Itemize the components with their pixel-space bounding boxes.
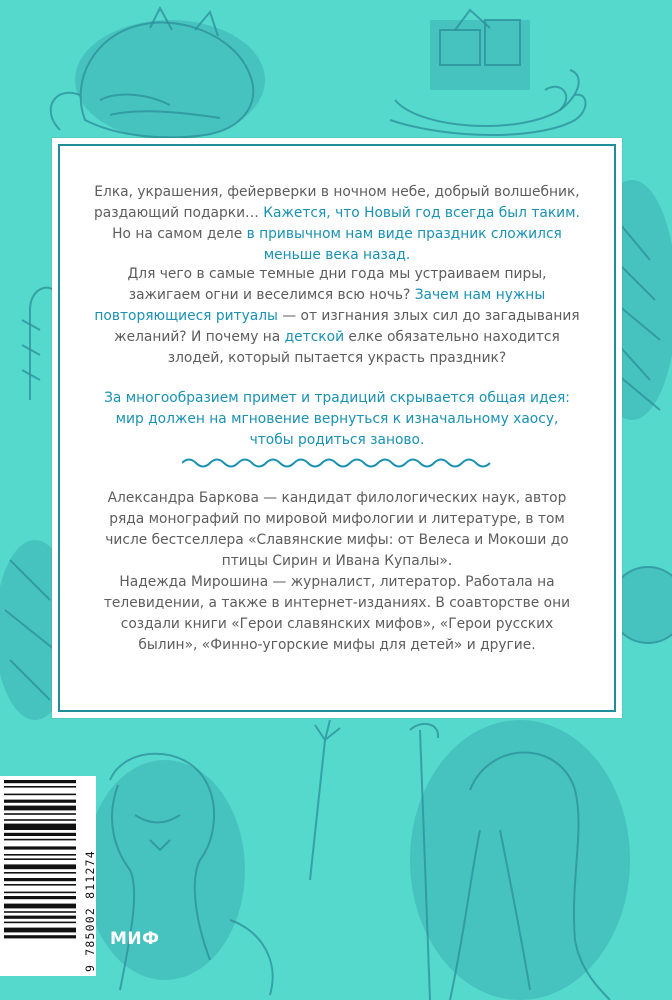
blurb-paragraph-3: За многообразием примет и традиций скрывается общая идея: мир должен на мгновение вернуться к изначальному хаосу, чтобы родиться заново. — [104, 390, 570, 448]
blurb-highlight: Зачем нам нужны повторяющиеся ритуалы — [94, 287, 546, 324]
author-bio-miroshina: Надежда Мирошина — журналист, литератор. Работала на телевидении, а также в интернет-изданиях. В соавторстве они создали книги «Герои славянских мифов», «Герои русских былин», «Финно-угорские мифы для детей» и другие. — [103, 574, 571, 653]
wave-divider — [182, 456, 492, 470]
sleigh-illustration — [390, 10, 586, 135]
barcode-bars — [4, 780, 76, 960]
panel-content — [52, 138, 622, 718]
cat-illustration — [51, 8, 265, 140]
blurb-highlight: в привычном нам виде праздник сложился меньше века назад. — [246, 226, 562, 263]
description-panel — [52, 138, 622, 718]
blurb-text: елке обязательно находится злодей, который пытается украсть праздник? — [167, 329, 560, 366]
blurb-text: — от изгнания злых сил до загадывания желаний? И почему на — [114, 308, 580, 345]
isbn-barcode — [0, 776, 96, 976]
sparkler-illustration — [310, 720, 340, 880]
blurb-highlight: детской — [284, 329, 345, 345]
ded-moroz-illustration — [410, 720, 630, 1000]
publisher-logo: МИФ — [110, 929, 160, 949]
cougar-illustration — [85, 754, 273, 995]
author-bio-barkova: Александра Баркова — кандидат филологических наук, автор ряда монографий по мировой мифологии и литературе, в том числе бестселлера «Славянские мифы: от Велеса и Мокоши до птицы Сирин и Ивана Купалы». — [105, 490, 569, 569]
blurb-text: Для чего в самые темные дни года мы устраиваем пиры, зажигаем огни и веселимся всю ночь? — [127, 266, 547, 303]
blurb-highlight: Кажется, что Новый год всегда был таким. — [263, 205, 580, 221]
isbn-number: 9 785002 811274 — [83, 850, 97, 972]
blurb-text: Елка, украшения, фейерверки в ночном небе, добрый волшебник, раздающий подарки… — [94, 184, 580, 221]
blurb-paragraph-1 — [92, 182, 582, 266]
blurb-text: Но на самом деле — [112, 226, 247, 242]
blurb-paragraph-2 — [92, 264, 582, 369]
